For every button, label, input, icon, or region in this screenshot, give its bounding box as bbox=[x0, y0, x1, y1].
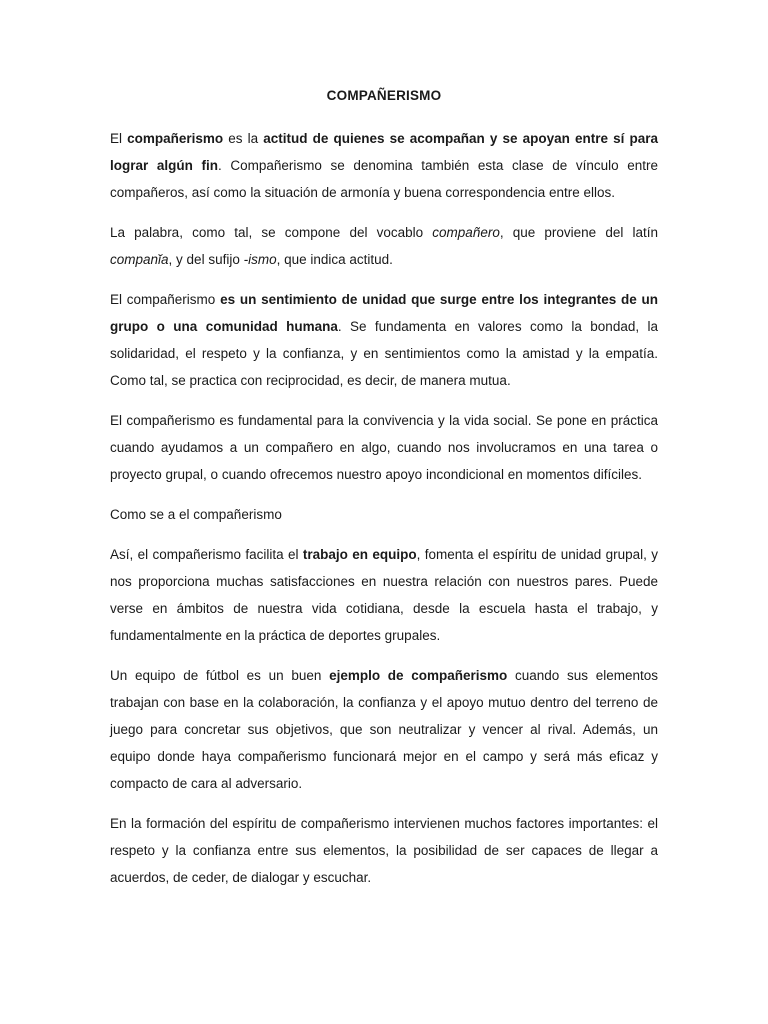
paragraph-text-segment: El compañerismo bbox=[110, 292, 221, 307]
paragraph bbox=[110, 219, 658, 273]
paragraph-text-segment: trabajo en equipo bbox=[302, 547, 417, 562]
paragraph-text-segment: ejemplo de compañerismo bbox=[329, 668, 508, 683]
paragraph-text-segment: El bbox=[110, 131, 128, 146]
paragraph-text-segment: Un equipo de fútbol es un buen bbox=[110, 668, 330, 683]
paragraph-text-segment: Como se a el compañerismo bbox=[110, 507, 282, 522]
paragraph bbox=[110, 286, 658, 394]
paragraph-text-segment: Así, el compañerismo facilita el bbox=[110, 547, 303, 562]
paragraph-text-segment: , y del sufijo bbox=[168, 252, 244, 267]
paragraph-text-segment: compañerismo bbox=[127, 131, 224, 146]
paragraph-text-segment: . Se fundamenta en valores como la bondad, la solidaridad, el respeto y la confianza, y en sentimientos como la amistad y la empatía. Como tal, se practica con reciprocidad, es decir, de manera mutua. bbox=[110, 319, 659, 388]
paragraph bbox=[110, 541, 658, 649]
paragraph-text-segment: En la formación del espíritu de compañerismo intervienen muchos factores importantes: el respeto y la confianza entre sus elementos, la posibilidad de ser capaces de llegar a acuerdos, de ceder, de dialogar y escuchar. bbox=[110, 816, 658, 885]
paragraph-text-segment: El compañerismo es fundamental para la convivencia y la vida social. Se pone en práctica cuando ayudamos a un compañero en algo, cuando nos involucramos en una tarea o proyecto grupal, o cuando ofrecemos nuestro apoyo incondicional en momentos difíciles. bbox=[110, 413, 658, 482]
paragraph bbox=[110, 125, 658, 206]
document-body bbox=[110, 125, 658, 891]
paragraph-text-segment: -ismo bbox=[243, 252, 277, 267]
paragraph-text-segment: La palabra, como tal, se compone del vocablo bbox=[110, 225, 433, 240]
document-title: COMPAÑERISMO bbox=[326, 88, 442, 103]
paragraph-text-segment: compañero bbox=[432, 225, 500, 240]
paragraph bbox=[110, 662, 658, 797]
paragraph-text-segment: . Compañerismo se denomina también esta clase de vínculo entre compañeros, así como la situación de armonía y buena correspondencia entre ellos. bbox=[110, 158, 658, 200]
paragraph-text-segment: companĭa bbox=[110, 252, 169, 267]
paragraph-text-segment: , que proviene del latín bbox=[499, 225, 658, 240]
paragraph bbox=[110, 810, 658, 891]
paragraph-text-segment: , que indica actitud. bbox=[276, 252, 393, 267]
paragraph bbox=[110, 407, 658, 488]
paragraph-text-segment: actitud de quienes se acompañan y se apoyan entre sí para lograr algún fin bbox=[110, 131, 658, 173]
paragraph-text-segment: es la bbox=[223, 131, 264, 146]
paragraph-text-segment: cuando sus elementos trabajan con base en la colaboración, la confianza y el apoyo mutuo dentro del terreno de juego para concretar sus objetivos, que son neutralizar y vencer al rival. Además, un equipo donde haya compañerismo funcionará mejor en el campo y será más eficaz y compacto de cara al adversario. bbox=[110, 668, 658, 791]
paragraph bbox=[110, 501, 658, 528]
paragraph-text-segment: , fomenta el espíritu de unidad grupal, y nos proporciona muchas satisfacciones en nuestra relación con nuestros pares. Puede verse en ámbitos de nuestra vida cotidiana, desde la escuela hasta el trabajo, y fundamentalmente en la práctica de deportes grupales. bbox=[110, 547, 659, 643]
paragraph-text-segment: es un sentimiento de unidad que surge entre los integrantes de un grupo o una comunidad humana bbox=[110, 292, 658, 334]
